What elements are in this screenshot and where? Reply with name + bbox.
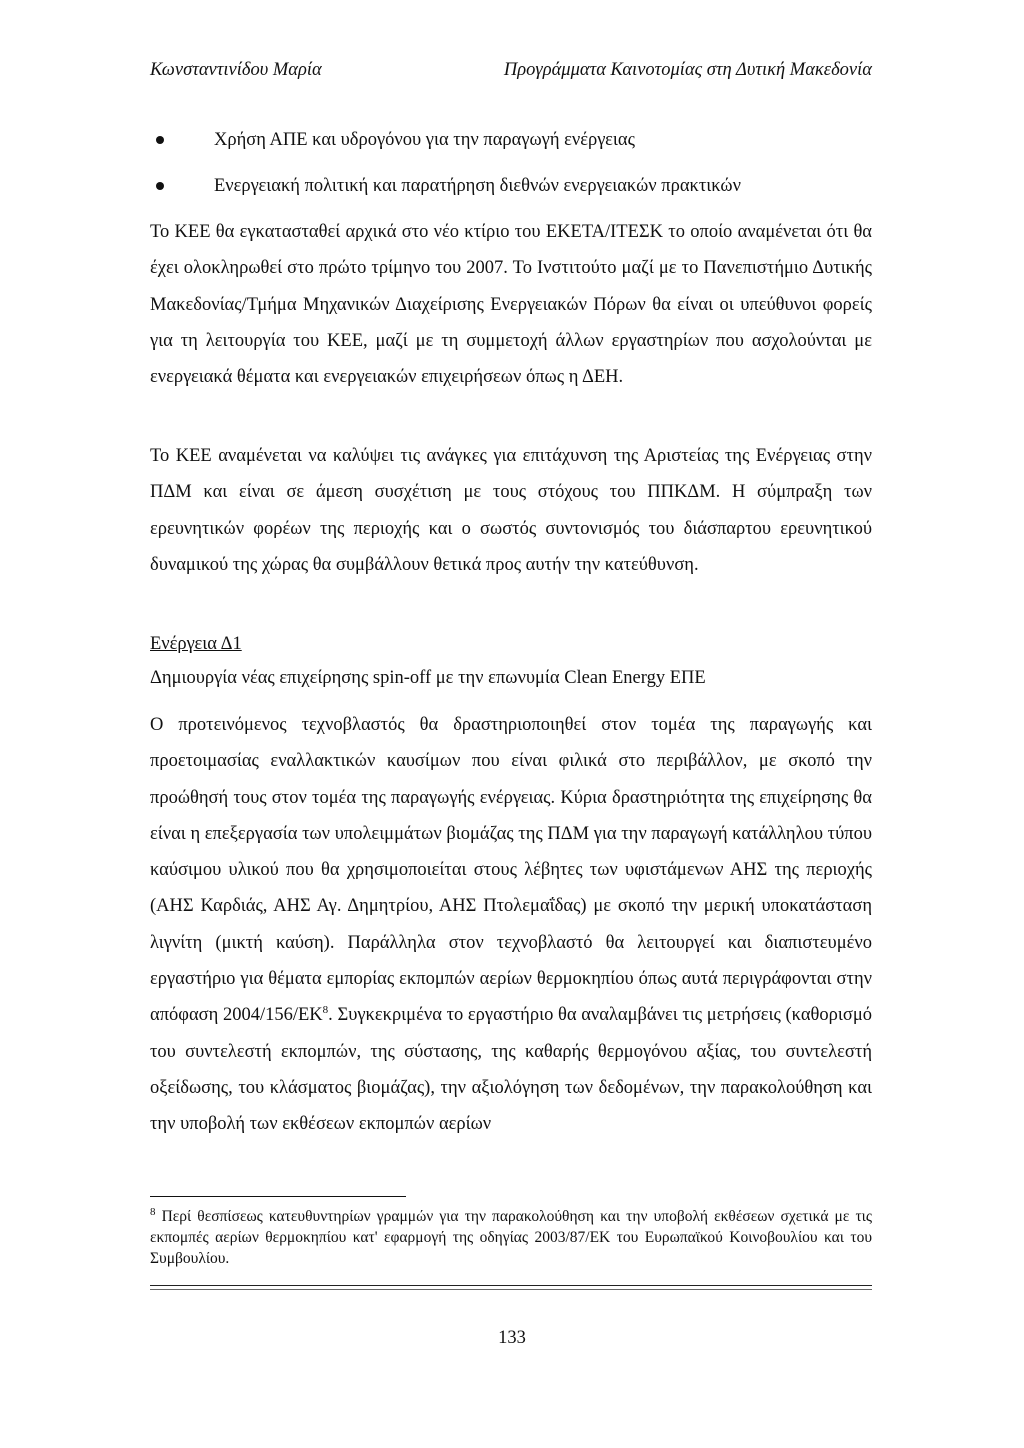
footer-divider (150, 1285, 872, 1286)
bullet-list (150, 122, 872, 214)
footnote-separator (150, 1196, 406, 1197)
paragraph-kee-expectations: Το ΚΕΕ αναμένεται να καλύψει τις ανάγκες για επιτάχυνση της Αριστείας της Ενέργειας στην ΠΔΜ και είναι σε άμεση συσχέτιση με τους στόχους του ΠΠΚΔΜ. Η σύμπραξη των ερευνητικών φορέων της περιοχής και ο σωστός συντονισμός του διάσπαρτου ερευνητικού δυναμικού της χώρας θα συμβάλλουν θετικά προς αυτήν την κατεύθυνση. (150, 446, 872, 575)
bullet-text: Χρήση ΑΠΕ και υδρογόνου για την παραγωγή ενέργειας (214, 130, 635, 150)
paragraph-spinoff-description (150, 707, 872, 1143)
footer-divider (150, 1289, 872, 1290)
page-header (150, 60, 872, 92)
header-title: Προγράμματα Καινοτομίας στη Δυτική Μακεδονία (503, 60, 872, 80)
footnote-number: 8 (150, 1205, 156, 1218)
bullet-text: Ενεργειακή πολιτική και παρατήρηση διεθνών ενεργειακών πρακτικών (214, 176, 741, 196)
list-item (150, 122, 872, 168)
page-number: 133 (498, 1328, 526, 1348)
header-author: Κωνσταντινίδου Μαρία (150, 60, 322, 80)
bullet-icon (156, 182, 164, 190)
paragraph-text: Ο προτεινόμενος τεχνοβλαστός θα δραστηριοποιηθεί στον τομέα της παραγωγής και προετοιμασίας εναλλακτικών καυσίμων που είναι φιλικά στο περιβάλλον, με σκοπό την προώθησή τους στον τομέα της παραγωγής ενέργειας. Κύρια δραστηριότητα της επιχείρησης θα είναι η επεξεργασία των υπολειμμάτων βιομάζας της ΠΔΜ για την παραγωγή κατάλληλου τύπου καύσιμου υλικού που θα χρησιμοποιείται στους λέβητες των υφιστάμενων ΑΗΣ της περιοχής (ΑΗΣ Καρδιάς, ΑΗΣ Αγ. Δημητρίου, ΑΗΣ Πτολεμαΐδας) με σκοπό την μερική υποκατάσταση λιγνίτη (μικτή καύση). Παράλληλα στον τεχνοβλαστό θα λειτουργεί και διαπιστευμένο εργαστήριο για θέματα εμπορίας εκπομπών αερίων θερμοκηπίου όπως αυτά περιγράφονται στην απόφαση 2004/156/ΕΚ (150, 715, 872, 1026)
paragraph-kee-installation: Το ΚΕΕ θα εγκατασταθεί αρχικά στο νέο κτίριο του ΕΚΕΤΑ/ΙΤΕΣΚ το οποίο αναμένεται ότι θα έχει ολοκληρωθεί στο πρώτο τρίμηνο του 2007. Το Ινστιτούτο μαζί με το Πανεπιστήμιο Δυτικής Μακεδονίας/Τμήμα Μηχανικών Διαχείρισης Ενεργειακών Πόρων θα είναι οι υπεύθυνοι φορείς για τη λειτουργία του ΚΕΕ, μαζί με τη συμμετοχή άλλων εργαστηρίων που ασχολούνται με ενεργειακά θέματα και ενεργειακών επιχειρήσεων όπως η ΔΕΗ. (150, 222, 872, 388)
list-item (150, 168, 872, 214)
action-heading: Ενέργεια Δ1 (150, 634, 242, 654)
footnote (150, 1206, 872, 1269)
footnote-text: Περί θεσπίσεως κατευθυντηρίων γραμμών για την παρακολούθηση και την υποβολή εκθέσεων σχετικά με τις εκπομπές αερίων θερμοκηπίου κατ' εφαρμογή της οδηγίας 2003/87/ΕΚ του Ευρωπαϊκού Κοινοβουλίου και του Συμβουλίου. (150, 1208, 872, 1267)
paragraph-text: . Συγκεκριμένα το εργαστήριο θα αναλαμβάνει τις μετρήσεις (καθορισμό του συντελεστή εκπομπών, της σύστασης, της καθαρής θερμογόνου αξίας, του συντελεστή οξείδωσης, του κλάσματος βιομάζας), την αξιολόγηση των δεδομένων, την παρακολούθηση και την υποβολή των εκθέσεων εκπομπών αερίων (150, 1005, 872, 1135)
footnote-reference: 8 (322, 1004, 329, 1017)
bullet-icon (156, 136, 164, 144)
action-subtitle: Δημιουργία νέας επιχείρησης spin-off με την επωνυμία Clean Energy ΕΠΕ (150, 668, 706, 688)
